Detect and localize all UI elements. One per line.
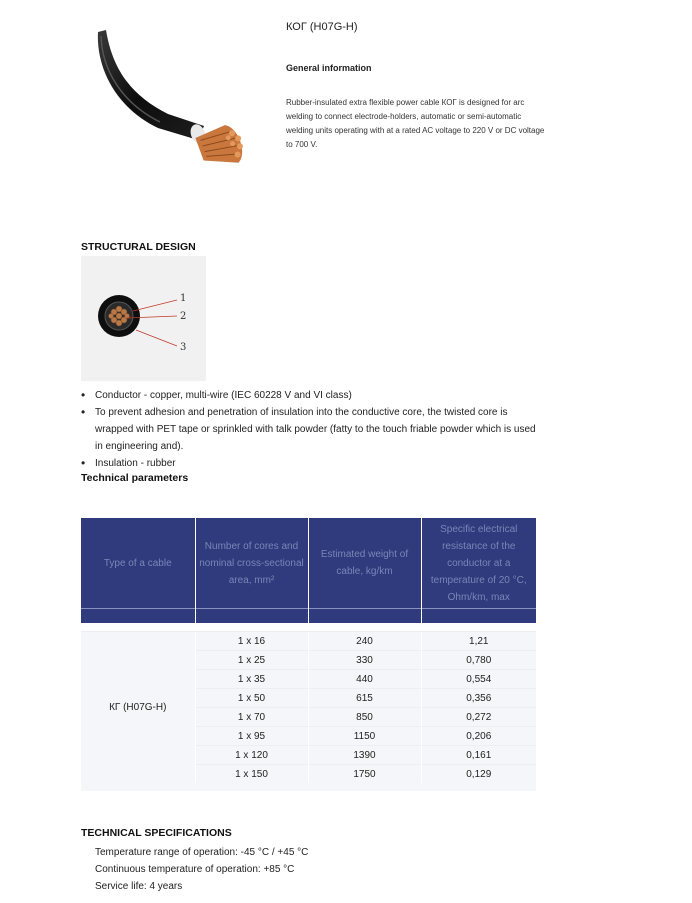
weight-cell: 1750 [308, 765, 421, 784]
list-item: • Insulation - rubber [81, 455, 541, 472]
general-information-text: Rubber-insulated extra flexible power cable КОГ is designed for arc welding to connect electrode-holders, automatic or semi-automatic welding units operating with at a rated AC voltage to 220 V or DC voltage to 700 V. [286, 98, 545, 149]
cores-cell: 1 x 25 [195, 651, 308, 670]
diagram-label-2: 2 [180, 311, 187, 322]
list-item: • To prevent adhesion and penetration of insulation into the conductive core, the twisted core is wrapped with PET tape or sprinkled with talk powder (fatty to the touch friable powder which is used in engineering and). [81, 404, 541, 455]
cores-cell: 1 x 50 [195, 689, 308, 708]
weight-cell: 1390 [308, 746, 421, 765]
table-row [81, 632, 536, 651]
weight-cell: 615 [308, 689, 421, 708]
cores-cell: 1 x 16 [195, 632, 308, 651]
header-weight: Estimated weight of cable, kg/km [308, 518, 421, 609]
cross-section-svg [81, 256, 206, 381]
resistance-cell: 1,21 [421, 632, 536, 651]
cores-cell: 1 x 120 [195, 746, 308, 765]
header-cores: Number of cores and nominal cross-sectional area, mm² [195, 518, 308, 609]
diagram-label-1: 1 [180, 293, 187, 304]
resistance-cell: 0,780 [421, 651, 536, 670]
list-item: Continuous temperature of operation: +85 °C [95, 864, 295, 875]
weight-cell: 1150 [308, 727, 421, 746]
table-subheader-row [81, 609, 536, 624]
weight-cell: 240 [308, 632, 421, 651]
list-item: Temperature range of operation: -45 °C / +45 °C [95, 847, 309, 858]
product-title: КОГ (H07G-H) [286, 21, 358, 33]
header-resistance: Specific electrical resistance of the conductor at a temperature of 20 °C, Ohm/km, max [421, 518, 536, 609]
structural-design-list [81, 387, 541, 472]
resistance-cell: 0,554 [421, 670, 536, 689]
table-header-row [81, 518, 536, 609]
structural-design-heading: STRUCTURAL DESIGN [81, 241, 196, 253]
general-information-heading: General information [286, 63, 372, 73]
cores-cell: 1 x 35 [195, 670, 308, 689]
cores-cell: 1 x 95 [195, 727, 308, 746]
list-item: Service life: 4 years [95, 881, 183, 892]
technical-specifications-heading: TECHNICAL SPECIFICATIONS [81, 827, 232, 839]
weight-cell: 850 [308, 708, 421, 727]
cable-type-cell: КГ (H07G-H) [81, 632, 195, 784]
cable-photo [86, 28, 246, 173]
list-item: • Conductor - copper, multi-wire (IEC 60228 V and VI class) [81, 387, 541, 404]
header-type: Type of a cable [81, 518, 195, 609]
weight-cell: 440 [308, 670, 421, 689]
resistance-cell: 0,206 [421, 727, 536, 746]
resistance-cell: 0,272 [421, 708, 536, 727]
cable-cross-section-diagram [81, 256, 206, 381]
technical-specifications-list [95, 844, 308, 895]
cores-cell: 1 x 150 [195, 765, 308, 784]
resistance-cell: 0,129 [421, 765, 536, 784]
weight-cell: 330 [308, 651, 421, 670]
resistance-cell: 0,356 [421, 689, 536, 708]
resistance-cell: 0,161 [421, 746, 536, 765]
diagram-label-3: 3 [180, 342, 187, 353]
technical-parameters-table [81, 518, 536, 791]
technical-parameters-heading: Technical parameters [81, 472, 189, 484]
cores-cell: 1 x 70 [195, 708, 308, 727]
